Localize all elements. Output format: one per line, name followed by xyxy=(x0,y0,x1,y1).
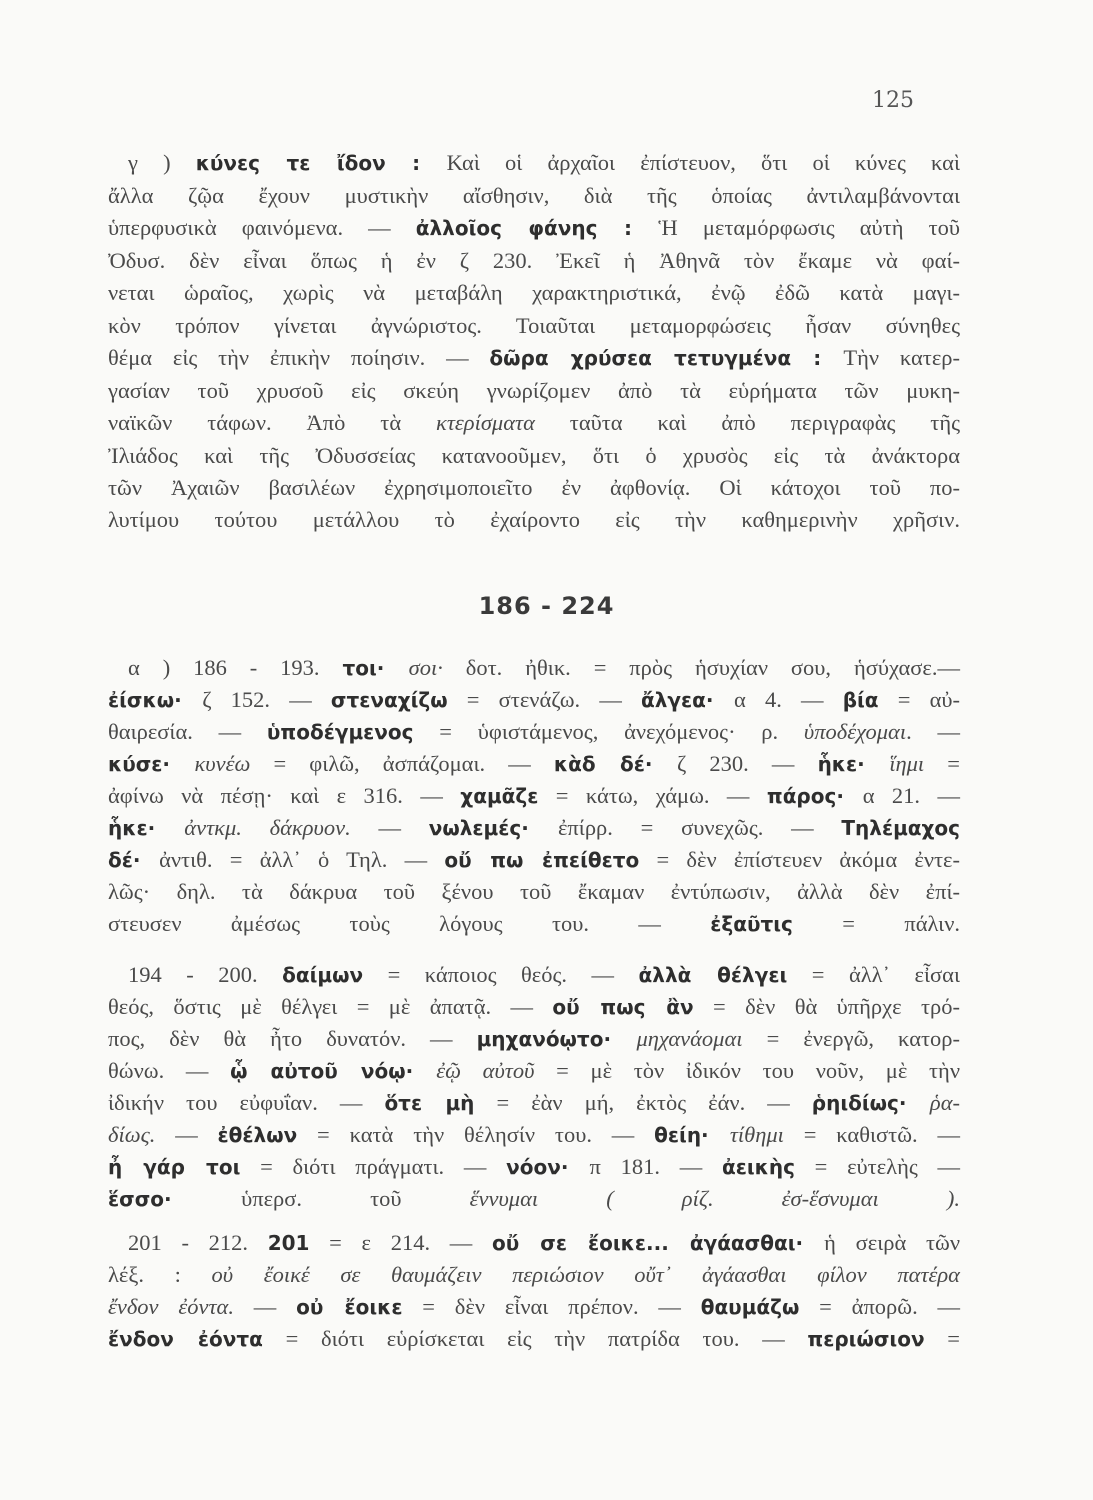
text-run: Ἰλιάδος καὶ τῆς Ὀδυσσείας κατανοοῦμεν, ὅτι ὁ χρυσὸς εἰς τὰ ἀνάκτορα xyxy=(108,443,960,468)
lemma-term: χαμᾶζε xyxy=(460,784,539,808)
lemma-term: ῥηιδίως· xyxy=(811,1091,930,1115)
lemma-term: δῶρα χρύσεα τετυγμένα : xyxy=(489,346,844,370)
text-run: ναϊκῶν τάφων. Ἀπὸ τὰ xyxy=(108,410,437,435)
lemma-term: κύνες τε ἴδον : xyxy=(195,151,447,175)
text-run: = μὲ τὸν ἰδικόν του νοῦν, μὲ τὴν xyxy=(534,1058,960,1083)
text-run: ἰδικήν του εὐφυΐαν. — xyxy=(108,1090,385,1115)
text-line xyxy=(128,960,960,990)
text-run: ἀφίνω νὰ πέσῃ· καὶ ε 316. — xyxy=(108,783,461,808)
text-run: λῶς· δηλ. τὰ δάκρυα τοῦ ξένου τοῦ ἔκαμαν ἐντύπωσιν, ἀλλὰ δὲν ἐπί- xyxy=(108,879,960,904)
text-run: Τὴν κατερ- xyxy=(843,345,960,370)
lemma-term: ἧκε· xyxy=(817,752,890,776)
text-run: θώνω. — xyxy=(108,1058,231,1083)
text-line xyxy=(128,1228,960,1258)
italic-text: ἕννυμαι ( ρίζ. ἐσ-ἕσνυμαι ). xyxy=(469,1186,960,1211)
lemma-term: μηχανόῳτο· xyxy=(476,1027,637,1051)
text-run: = κατὰ τὴν θέλησίν του. — xyxy=(297,1122,655,1147)
text-line xyxy=(128,148,960,178)
text-line xyxy=(108,343,960,373)
lemma-term: θείη· xyxy=(654,1123,730,1147)
text-run: πος, δὲν θὰ ἦτο δυνατόν. — xyxy=(108,1026,477,1051)
text-run: . — xyxy=(906,719,960,744)
italic-text: κυνέω xyxy=(194,751,251,776)
text-run: = κάποιος θεός. — xyxy=(363,962,639,987)
text-run: στευσεν ἀμέσως τοὺς λόγους του. — xyxy=(108,911,711,936)
italic-text: ἐῷ αὐτοῦ xyxy=(436,1058,535,1083)
text-run: κὸν τρόπον γίνεται ἀγνώριστος. Τοιαῦται μεταμορφώσεις ἦσαν σύνηθες xyxy=(108,313,960,338)
text-line xyxy=(108,505,960,535)
text-line xyxy=(108,685,960,715)
italic-text: ὑποδέχομαι xyxy=(803,719,907,744)
text-run: ἄλλα ζῷα ἔχουν μυστικὴν αἴσθησιν, διὰ τῆς ὁποίας ἀντιλαμβάνονται xyxy=(108,183,960,208)
italic-text: ἀντκμ. δάκρυον. xyxy=(184,815,351,840)
text-line xyxy=(108,717,960,747)
lemma-term: θαυμάζω xyxy=(700,1295,800,1319)
lemma-term: δέ· xyxy=(108,848,160,872)
text-run: — xyxy=(233,1294,297,1319)
text-run: Καὶ οἱ ἀρχαῖοι ἐπίστευον, ὅτι οἱ κύνες καὶ xyxy=(446,150,961,175)
text-run: α 21. — xyxy=(862,783,960,808)
text-run: Ὀδυσ. δὲν εἶναι ὅπως ἡ ἐν ζ 230. Ἐκεῖ ἡ Ἀθηνᾶ τὸν ἔκαμε νὰ φαί- xyxy=(108,248,960,273)
text-run: = διότι πράγματι. — xyxy=(240,1154,507,1179)
text-run: = αὐ- xyxy=(878,687,960,712)
italic-text: ῥα- xyxy=(929,1090,961,1115)
text-line xyxy=(108,473,960,503)
text-run: θαιρεσία. — xyxy=(108,719,267,744)
text-run: ζ 230. — xyxy=(676,751,818,776)
text-run: = πάλιν. xyxy=(792,911,960,936)
lemma-term: Τηλέμαχος xyxy=(841,816,961,840)
lemma-term: ᾧ αὐτοῦ νόῳ· xyxy=(230,1059,437,1083)
text-run: = δὲν ἐπίστευεν ἀκόμα ἐντε- xyxy=(639,847,960,872)
text-run: ταῦτα καὶ ἀπὸ περιγραφὰς τῆς xyxy=(534,410,961,435)
lemma-term: ἐξαῦτις xyxy=(710,912,793,936)
text-line xyxy=(108,441,960,471)
text-run: = ἀπορῶ. — xyxy=(799,1294,961,1319)
text-line xyxy=(108,213,960,243)
text-line xyxy=(108,408,960,438)
text-line xyxy=(108,1152,960,1182)
text-run: θεός, ὅστις μὲ θέλγει = μὲ ἀπατᾷ. — xyxy=(108,994,553,1019)
text-line xyxy=(108,278,960,308)
text-run: = xyxy=(924,1326,960,1351)
text-run: — xyxy=(155,1122,218,1147)
text-run: ὑπερφυσικὰ φαινόμενα. — xyxy=(108,215,416,240)
text-run: δοτ. ἠθικ. = πρὸς ἡσυχίαν σου, ἡσύχασε.— xyxy=(465,655,960,680)
lemma-term: ἐίσκω· xyxy=(108,688,203,712)
lemma-term: κύσε· xyxy=(108,752,195,776)
section-heading: 186 - 224 xyxy=(478,592,615,620)
text-run: = δὲν εἶναι πρέπον. — xyxy=(402,1294,701,1319)
text-run: = xyxy=(924,751,960,776)
text-line xyxy=(108,311,960,341)
text-run: = διότι εὑρίσκεται εἰς τὴν πατρίδα του. — xyxy=(262,1326,808,1351)
text-line xyxy=(108,376,960,406)
text-run: λέξ. : xyxy=(108,1262,212,1287)
lemma-term: ἔνδον ἐόντα xyxy=(108,1327,263,1351)
text-run: ὑπερσ. τοῦ xyxy=(241,1186,470,1211)
italic-text: σοι· xyxy=(408,655,466,680)
text-line xyxy=(108,909,960,939)
lemma-term: πάρος· xyxy=(766,784,863,808)
text-line xyxy=(108,1292,960,1322)
italic-text: ἔνδον ἐόντα. xyxy=(108,1294,234,1319)
lemma-term: δαίμων xyxy=(282,963,364,987)
text-run: 194 - 200. xyxy=(128,962,283,987)
text-run: Ἡ μεταμόρφωσις αὐτὴ τοῦ xyxy=(658,215,960,240)
page-number: 125 xyxy=(872,88,914,113)
lemma-term: ἐθέλων xyxy=(217,1123,298,1147)
text-line xyxy=(108,1260,960,1290)
lemma-term: ἧκε· xyxy=(108,816,185,840)
lemma-term: ὅτε μὴ xyxy=(384,1091,475,1115)
text-run: γασίαν τοῦ χρυσοῦ εἰς σκεύη γνωρίζομεν ἀπὸ τὰ εὑρήματα τῶν μυκη- xyxy=(108,378,960,403)
lemma-term: ὑποδέγμενος xyxy=(266,720,414,744)
text-run: = καθιστῶ. — xyxy=(783,1122,960,1147)
text-line xyxy=(108,1056,960,1086)
lemma-term: ἕσσο· xyxy=(108,1187,242,1211)
lemma-term: περιώσιον xyxy=(807,1327,925,1351)
lemma-term: ἦ γάρ τοι xyxy=(108,1155,241,1179)
lemma-term: ἄλγεα· xyxy=(641,688,735,712)
text-line xyxy=(108,181,960,211)
italic-text: τίθημι xyxy=(729,1122,784,1147)
text-run: γ ) xyxy=(128,150,196,175)
italic-text: δίως. xyxy=(108,1122,156,1147)
text-line xyxy=(108,845,960,875)
text-line xyxy=(108,992,960,1022)
text-run: τῶν Ἀχαιῶν βασιλέων ἐχρησιμοποιεῖτο ἐν ἀφθονίᾳ. Οἱ κάτοχοι τοῦ πο- xyxy=(108,475,960,500)
text-run: ἐπίρρ. = συνεχῶς. — xyxy=(557,815,842,840)
text-run: — xyxy=(350,815,429,840)
text-run: 201 - 212. xyxy=(128,1230,268,1255)
lemma-term: νωλεμές· xyxy=(428,816,558,840)
text-run: = ἐὰν μή, ἐκτὸς ἐάν. — xyxy=(474,1090,812,1115)
text-run: = στενάζω. — xyxy=(447,687,642,712)
italic-text: μηχανάομαι xyxy=(636,1026,743,1051)
text-line xyxy=(108,813,960,843)
text-line xyxy=(108,1024,960,1054)
text-run: θέμα εἰς τὴν ἐπικὴν ποίησιν. — xyxy=(108,345,490,370)
text-line xyxy=(108,246,960,276)
italic-text: κτερίσματα xyxy=(436,410,535,435)
text-line xyxy=(108,1324,960,1354)
text-run: = φιλῶ, ἀσπάζομαι. — xyxy=(250,751,554,776)
text-run: α 4. — xyxy=(734,687,843,712)
italic-text: οὐ ἔοικέ σε θαυμάζειν περιώσιον οὔτ᾿ ἀγάασθαι φίλον πατέρα xyxy=(211,1262,960,1287)
text-line xyxy=(108,749,960,779)
text-line xyxy=(108,1088,960,1118)
lemma-term: οὔ πως ἂν xyxy=(552,995,694,1019)
text-line xyxy=(108,781,960,811)
lemma-term: κὰδ δέ· xyxy=(553,752,677,776)
lemma-term: ἀλλὰ θέλγει xyxy=(638,963,788,987)
lemma-term: 201 xyxy=(267,1231,310,1255)
italic-text: ἵημι xyxy=(889,751,925,776)
text-run: λυτίμου τούτου μετάλλου τὸ ἐχαίροντο εἰς τὴν καθημερινὴν χρῆσιν. xyxy=(108,507,960,532)
text-run: ἀντιθ. = ἀλλ᾿ ὁ Τηλ. — xyxy=(159,847,445,872)
lemma-term: οὔ σε ἔοικε... ἀγάασθαι· xyxy=(491,1231,825,1255)
text-run: = ὑφιστάμενος, ἀνεχόμενος· ρ. xyxy=(413,719,804,744)
text-run: = ε 214. — xyxy=(309,1230,492,1255)
lemma-term: τοι· xyxy=(342,656,409,680)
text-run: ἡ σειρὰ τῶν xyxy=(824,1230,960,1255)
lemma-term: οὔ πω ἐπείθετο xyxy=(444,848,640,872)
text-run: = ἀλλ᾿ εἶσαι xyxy=(787,962,961,987)
lemma-term: βία xyxy=(842,688,879,712)
text-run: ζ 152. — xyxy=(202,687,331,712)
text-run: π 181. — xyxy=(589,1154,722,1179)
text-line xyxy=(108,1184,960,1214)
text-run: νεται ὡραῖος, χωρὶς νὰ μεταβάλη χαρακτηριστικά, ἐνῷ ἐδῶ κατὰ μαγι- xyxy=(108,280,960,305)
text-run: = ἐνεργῶ, κατορ- xyxy=(742,1026,961,1051)
lemma-term: οὐ ἔοικε xyxy=(296,1295,403,1319)
text-line xyxy=(108,877,960,907)
text-line xyxy=(108,1120,960,1150)
text-run: = κάτω, χάμω. — xyxy=(538,783,767,808)
lemma-term: ἀλλοῖος φάνης : xyxy=(415,216,659,240)
text-run: α ) 186 - 193. xyxy=(128,655,343,680)
lemma-term: νόον· xyxy=(506,1155,590,1179)
lemma-term: στεναχίζω xyxy=(330,688,448,712)
lemma-term: ἀεικὴς xyxy=(721,1155,795,1179)
text-line xyxy=(128,653,960,683)
text-run: = εὐτελὴς — xyxy=(794,1154,960,1179)
text-run: = δὲν θὰ ὑπῆρχε τρό- xyxy=(693,994,961,1019)
